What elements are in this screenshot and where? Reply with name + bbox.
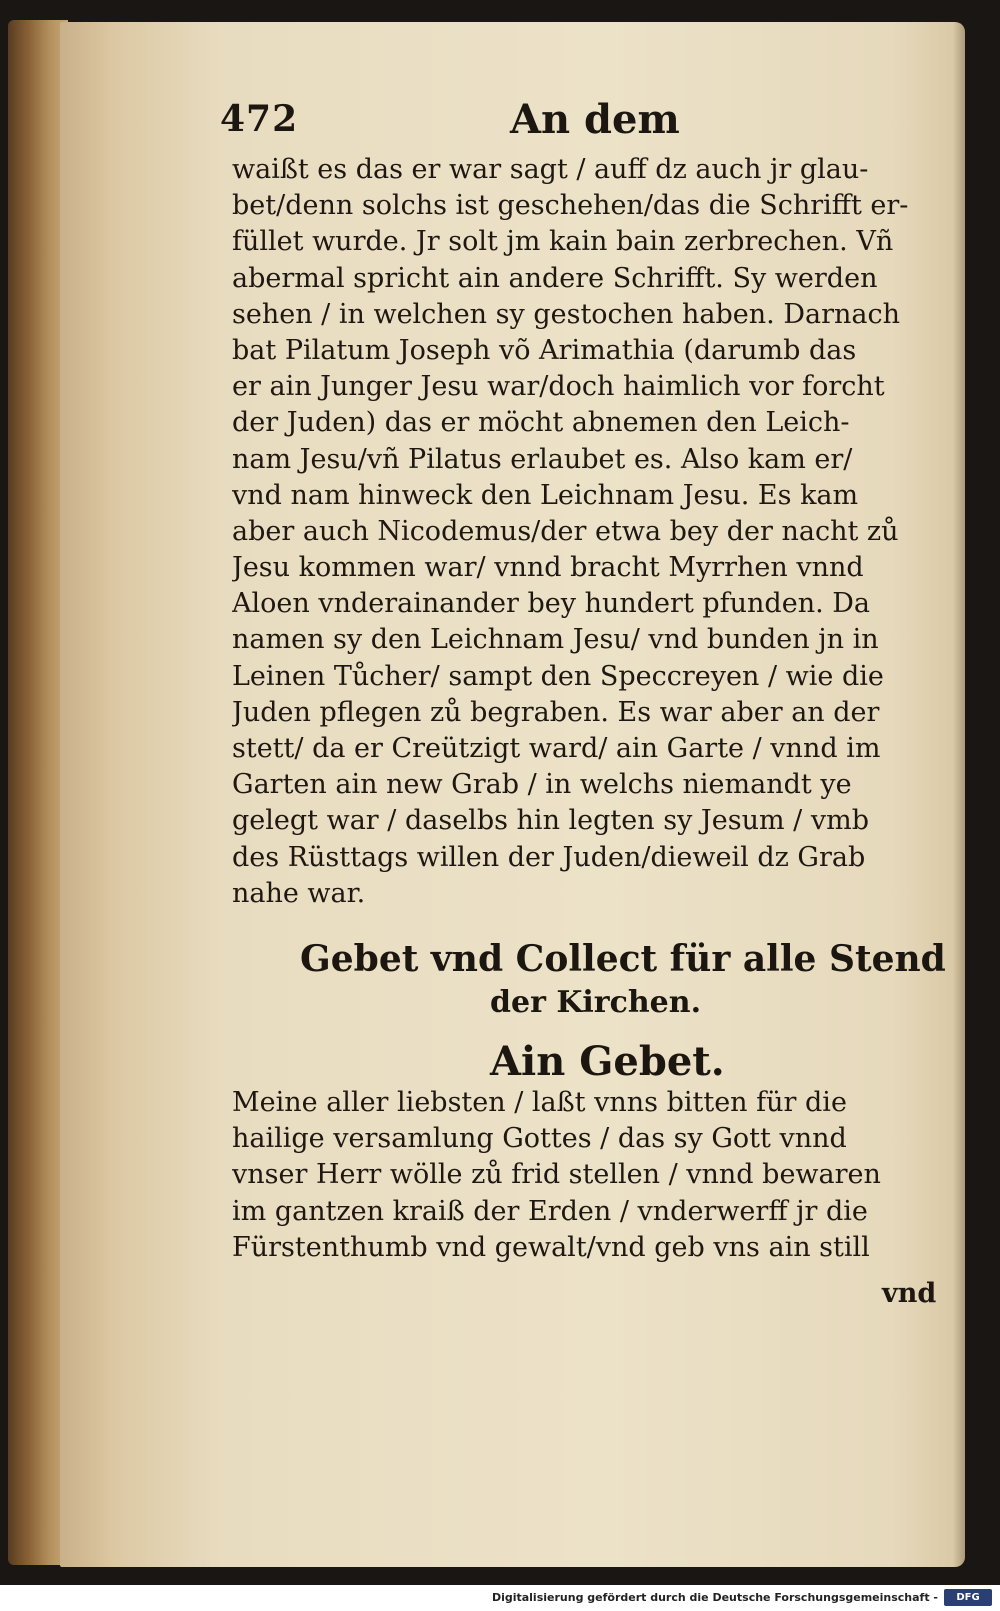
book-binding-edge	[8, 20, 68, 1565]
text-line: er ain Junger Jesu war/doch haimlich vor forcht	[232, 371, 885, 403]
body-text-block	[232, 152, 944, 912]
text-line: aber auch Nicodemus/der etwa bey der nacht zů	[232, 515, 899, 547]
text-line: des Rüsttags willen der Juden/dieweil dz Grab	[232, 841, 866, 873]
text-line: sehen / in welchen sy gestochen haben. Darnach	[232, 298, 900, 330]
text-line: waißt es das er war sagt / auff dz auch jr glau-	[232, 154, 869, 185]
text-line: abermal spricht ain andere Schrifft. Sy werden	[232, 262, 878, 294]
dfg-logo-icon: DFG	[944, 1589, 992, 1606]
text-line: namen sy den Leichnam Jesu/ vnd bunden jn in	[232, 624, 879, 656]
funding-credit: Digitalisierung gefördert durch die Deutsche Forschungsgemeinschaft -	[491, 1591, 938, 1604]
text-line: bet/denn solchs ist geschehen/das die Schrifft er-	[232, 190, 909, 222]
text-line: nam Jesu/vñ Pilatus erlaubet es. Also kam er/	[232, 443, 853, 475]
text-line: der Juden) das er möcht abnemen den Leich-	[232, 407, 850, 439]
text-line: Aloen vnderainander bey hundert pfunden. Da	[232, 588, 870, 620]
collect-subheading: der Kirchen.	[490, 985, 702, 1020]
catchword: vnd	[882, 1278, 937, 1309]
text-line: vnd nam hinweck den Leichnam Jesu. Es kam	[232, 479, 859, 511]
text-line: Fürstenthumb vnd gewalt/vnd geb vns ain still	[232, 1231, 870, 1263]
text-line: Leinen Tůcher/ sampt den Speccreyen / wie die	[232, 660, 884, 692]
running-head: An dem	[510, 96, 680, 143]
text-line: im gantzen kraiß der Erden / vnderwerff jr die	[232, 1195, 868, 1227]
text-line: Juden pflegen zů begraben. Es war aber an der	[232, 696, 880, 728]
text-line: Meine aller liebsten / laßt vnns bitten für die	[232, 1087, 847, 1118]
prayer-heading: Ain Gebet.	[490, 1038, 725, 1085]
text-line: stett/ da er Creützigt ward/ ain Garte / vnnd im	[232, 733, 881, 764]
text-line: gelegt war / daselbs hin legten sy Jesum / vmb	[232, 805, 869, 837]
text-line: vnser Herr wölle zů frid stellen / vnnd bewaren	[232, 1159, 881, 1191]
footer-bar	[0, 1585, 1000, 1611]
text-line: nahe war.	[232, 877, 366, 909]
text-line: Garten ain new Grab / in welchs niemandt ye	[232, 769, 852, 801]
prayer-text-block	[232, 1085, 944, 1266]
text-line: hailige versamlung Gottes / das sy Gott vnnd	[232, 1123, 847, 1155]
text-line: Jesu kommen war/ vnnd bracht Myrrhen vnnd	[232, 552, 864, 584]
page-header	[220, 88, 680, 148]
page-shadow-edge	[953, 22, 965, 1567]
page-number: 472	[220, 98, 299, 140]
text-line: bat Pilatum Joseph võ Arimathia (darumb das	[232, 334, 857, 366]
text-line: füllet wurde. Jr solt jm kain bain zerbrechen. Vñ	[232, 226, 894, 258]
collect-heading: Gebet vnd Collect für alle Stend	[300, 938, 946, 980]
